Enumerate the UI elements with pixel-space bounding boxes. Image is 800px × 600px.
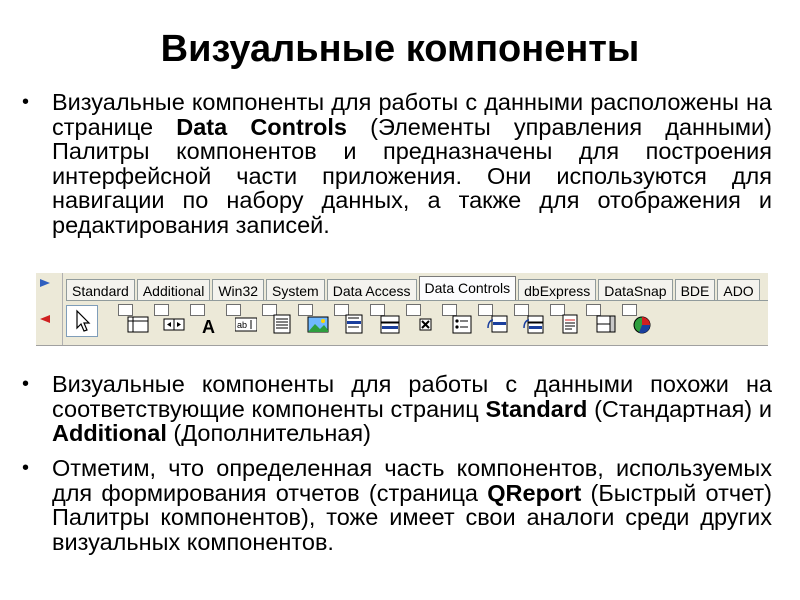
bullet-item-qreport [22,456,772,554]
bold-term-data-controls: Data Controls [176,113,347,140]
bold-term-additional: Additional [52,420,167,446]
tool-dblistbox[interactable] [334,304,368,342]
bold-term-standard: Standard [485,395,588,422]
bold-term-qreport: QReport [487,479,582,506]
tool-dbtext[interactable] [190,304,224,342]
text-run: Визуальные компоненты для работы с данными расположены на странице [52,89,772,140]
tool-dbctrlgrid[interactable] [586,304,620,342]
dbctrlgrid-icon [595,314,617,334]
tab-datasnap[interactable]: DataSnap [598,279,672,301]
red-arrow-icon [40,315,50,323]
tab-ado[interactable]: ADO [717,279,759,301]
bullet-text [52,372,772,446]
bullet-text [52,456,772,554]
dbedit-icon [235,314,257,334]
dbrichedit-icon [559,314,581,334]
bullet-marker: • [22,373,30,395]
dblookupcombobox-icon [523,314,545,334]
tab-data-access[interactable]: Data Access [327,279,417,301]
dbimage-icon [307,314,329,334]
tool-dbrichedit[interactable] [550,304,584,342]
tool-dbradiogroup[interactable] [442,304,476,342]
tab-dbexpress[interactable]: dbExpress [518,279,596,301]
component-palette [36,272,768,346]
text-run: (Быстрый отчет) Палитры компонентов), тоже имеет свои аналоги среди других визуальных компонентов. [52,479,772,555]
pointer-tool-button[interactable] [66,305,98,337]
dbcheckbox-icon [415,314,437,334]
tool-dbcombobox[interactable] [370,304,404,342]
text-run: (Дополнительная) [166,420,371,446]
svg-text:ab: ab [237,320,248,330]
bullet-item-standard-additional [22,372,772,446]
tool-dbmemo[interactable] [262,304,296,342]
bullet-text [52,90,772,237]
tool-dbcheckbox[interactable] [406,304,440,342]
text-run: Визуальные компоненты для работы с данными похожи на соответствующие компоненты страниц [52,371,772,422]
dblookuplistbox-icon [487,314,509,334]
slide-title: Визуальные компоненты [160,28,640,70]
tool-dbedit[interactable] [226,304,260,342]
tab-system[interactable]: System [266,279,325,301]
tab-standard[interactable]: Standard [66,279,135,301]
bullet-item-data-controls [22,90,772,237]
text-run: (Элементы управления данными) Палитры компонентов и предназначены для построения интерфейсной части приложения. Они используются для навигации по набору данных, а также для отображения и редактирования записей. [52,113,772,238]
tool-dbimage[interactable] [298,304,332,342]
tool-dbgrid[interactable] [118,304,152,342]
bullet-marker: • [22,91,30,113]
tool-dblookupcombobox[interactable] [514,304,548,342]
bullet-marker: • [22,457,30,479]
tab-win32[interactable]: Win32 [212,279,264,301]
text-run: Отметим, что определенная часть компонентов, используемых для формирования отчетов (страница [52,455,772,506]
blue-arrow-icon [40,279,50,287]
svg-text:A: A [202,317,215,334]
text-run: (Стандартная) и [587,395,772,422]
tool-dblookuplistbox[interactable] [478,304,512,342]
palette-left-strip [36,273,63,345]
dbtext-icon [199,314,221,334]
dblistbox-icon [343,314,365,334]
dbnavigator-icon [163,314,185,334]
dbgrid-icon [127,314,149,334]
tool-dbnavigator[interactable] [154,304,188,342]
dbradiogroup-icon [451,314,473,334]
tab-bde[interactable]: BDE [675,279,716,301]
pointer-icon [67,306,97,336]
palette-tabs [66,275,762,301]
dbchart-icon [631,314,653,334]
dbcombobox-icon [379,314,401,334]
tab-additional[interactable]: Additional [137,279,211,301]
tab-divider [66,300,768,301]
tab-data-controls[interactable]: Data Controls [419,276,517,301]
tool-dbchart[interactable] [622,304,656,342]
dbmemo-icon [271,314,293,334]
